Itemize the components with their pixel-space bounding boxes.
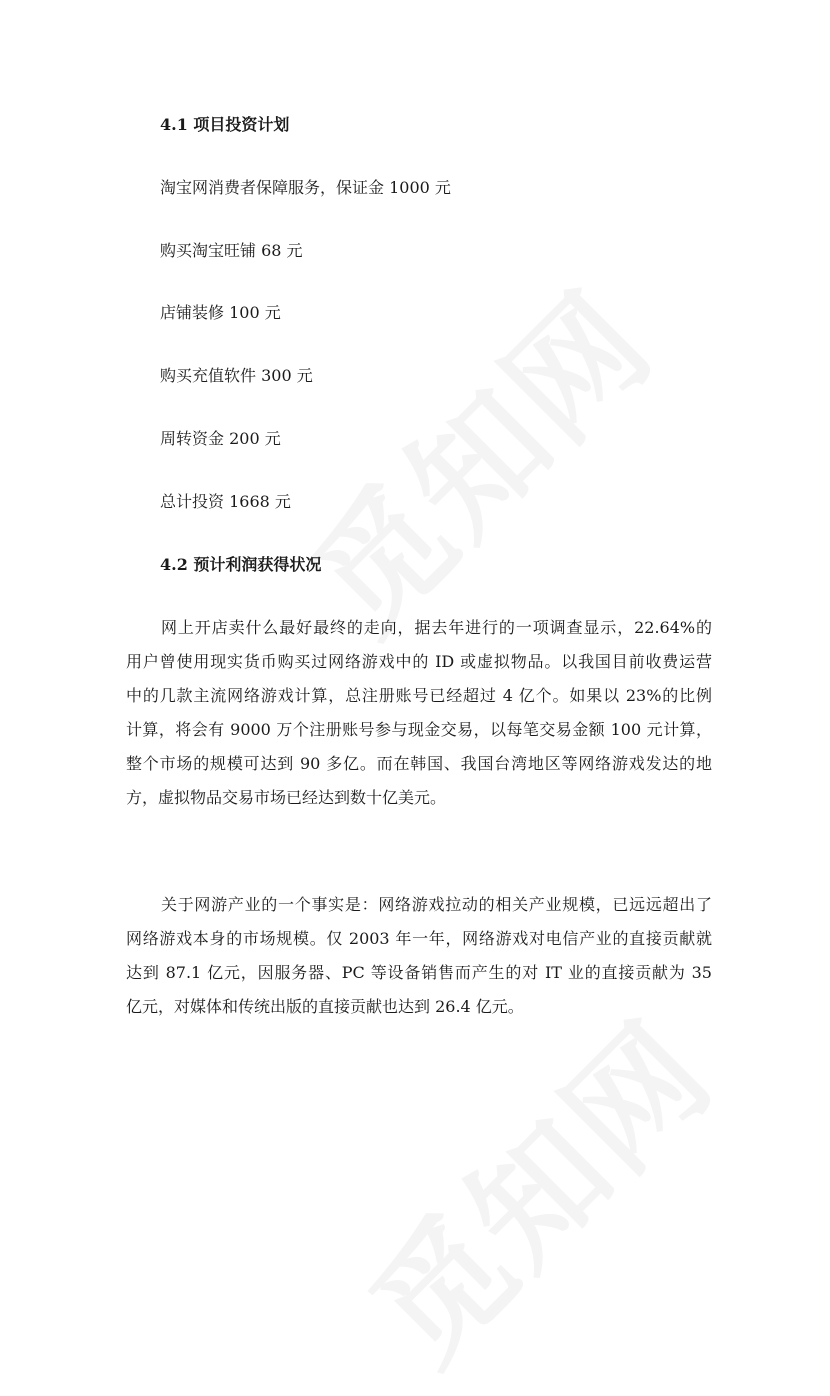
paragraph-industry <box>126 888 712 1024</box>
paragraph-line: 达到 87.1 亿元，因服务器、PC 等设备销售而产生的对 IT 业的直接贡献为 35 <box>126 963 712 982</box>
watermark <box>323 974 746 1396</box>
investment-total: 总计投资 1668 元 <box>160 492 291 511</box>
paragraph-line: 中的几款主流网络游戏计算，总注册账号已经超过 4 亿个。如果以 23%的比例 <box>126 686 712 705</box>
watermark <box>263 244 686 667</box>
paragraph-line: 方，虚拟物品交易市场已经达到数十亿美元。 <box>126 788 447 807</box>
paragraph-line: 关于网游产业的一个事实是：网络游戏拉动的相关产业规模，已远远超出了 <box>161 895 712 914</box>
investment-item: 购买淘宝旺铺 68 元 <box>160 241 303 260</box>
paragraph-line: 整个市场的规模可达到 90 多亿。而在韩国、我国台湾地区等网络游戏发达的地 <box>126 754 712 773</box>
paragraph-line: 亿元，对媒体和传统出版的直接贡献也达到 26.4 亿元。 <box>126 997 524 1016</box>
paragraph-line: 网络游戏本身的市场规模。仅 2003 年一年，网络游戏对电信产业的直接贡献就 <box>126 929 712 948</box>
section-heading-4-2: 4.2 预计利润获得状况 <box>160 555 322 574</box>
investment-item: 淘宝网消费者保障服务，保证金 1000 元 <box>160 178 451 197</box>
paragraph-line: 网上开店卖什么最好最终的走向，据去年进行的一项调查显示，22.64%的 <box>161 618 712 637</box>
investment-item: 店铺装修 100 元 <box>160 303 281 322</box>
section-heading-4-1: 4.1 项目投资计划 <box>160 115 290 134</box>
investment-item: 购买充值软件 300 元 <box>160 366 313 385</box>
paragraph-line: 计算，将会有 9000 万个注册账号参与现金交易，以每笔交易金额 100 元计算， <box>126 720 712 739</box>
paragraph-line: 用户曾使用现实货币购买过网络游戏中的 ID 或虚拟物品。以我国目前收费运营 <box>126 652 712 671</box>
paragraph-market <box>126 611 712 815</box>
investment-item: 周转资金 200 元 <box>160 429 281 448</box>
